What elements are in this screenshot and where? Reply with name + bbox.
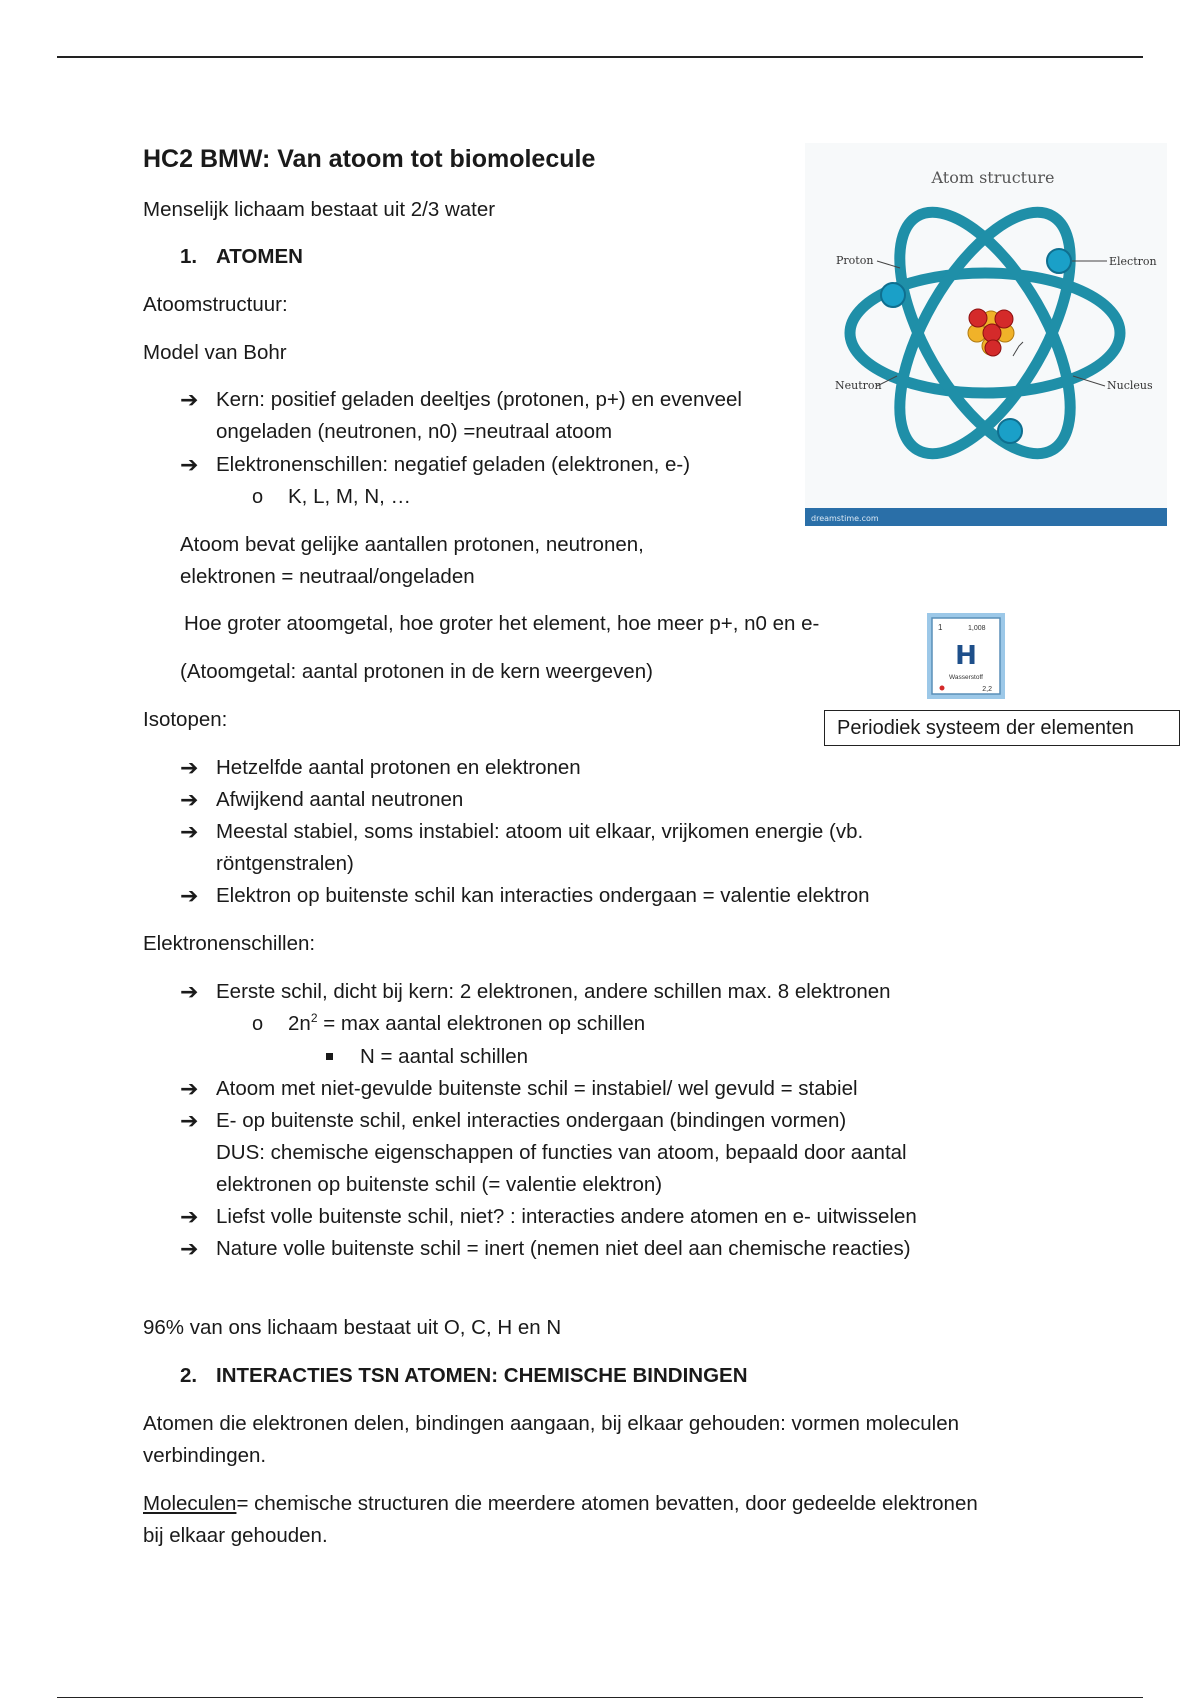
sub-bullet: o — [252, 1013, 264, 1035]
gelijk-line2: elektronen = neutraal/ongeladen — [180, 565, 475, 588]
page-title: HC2 BMW: Van atoom tot biomolecule — [143, 145, 596, 173]
kern-line2: ongeladen (neutronen, n0) =neutraal atoom — [216, 420, 613, 443]
label-nucleus: Nucleus — [1107, 379, 1153, 392]
isotopen-item: Hetzelfde aantal protonen en elektronen — [216, 756, 581, 779]
isotopen-label: Isotopen: — [143, 708, 228, 731]
schillen-item-cont: elektronen op buitenste schil (= valentie elektron) — [216, 1173, 663, 1196]
moleculen-term: Moleculen — [143, 1492, 237, 1515]
arrow-bullet-icon: ➔ — [180, 452, 199, 477]
isotopen-item: Elektron op buitenste schil kan interacties ondergaan = valentie elektron — [216, 884, 870, 907]
shells-text: K, L, M, N, … — [288, 485, 412, 508]
atomen-line1: Atomen die elektronen delen, bindingen aangaan, bij elkaar gehouden: vormen moleculen — [143, 1412, 960, 1435]
figure-caption: Periodiek systeem der elementen — [824, 710, 1180, 746]
electron-particle — [998, 419, 1022, 443]
arrow-bullet-icon: ➔ — [180, 787, 199, 812]
hydrogen-element-tile — [926, 612, 1006, 700]
header-rule — [57, 56, 1143, 58]
isotopen-item: Meestal stabiel, soms instabiel: atoom uit elkaar, vrijkomen energie (vb. — [216, 820, 864, 843]
schillen-text: Elektronenschillen: negatief geladen (elektronen, e-) — [216, 453, 691, 476]
moleculen-line2: bij elkaar gehouden. — [143, 1524, 328, 1547]
electronegativity: 2,2 — [982, 686, 992, 693]
figure-watermark: dreamstime.com — [811, 514, 879, 523]
arrow-bullet-icon: ➔ — [180, 1236, 199, 1261]
atomen-line2: verbindingen. — [143, 1444, 267, 1467]
schillen-item: Liefst volle buitenste schil, niet? : interacties andere atomen en e- uitwisselen — [216, 1205, 917, 1228]
label-neutron: Neutron — [835, 379, 882, 392]
formula-2n2: $2n^2 = \max$ aantal elektronen op schillen — [288, 1011, 646, 1035]
atoomstructuur-label: Atoomstructuur: — [143, 293, 288, 316]
arrow-bullet-icon: ➔ — [180, 1076, 199, 1101]
section1-number: 1. — [180, 245, 198, 268]
section2-heading: INTERACTIES TSN ATOMEN: CHEMISCHE BINDINGEN — [216, 1364, 748, 1387]
atoomgetal-definition: (Atoomgetal: aantal protonen in de kern weergeven) — [180, 660, 653, 683]
moleculen-line1: Moleculen= chemische structuren die meerdere atomen bevatten, door gedeelde elektronen — [143, 1492, 978, 1515]
model-bohr-label: Model van Bohr — [143, 341, 287, 364]
proton-particle — [983, 324, 1001, 342]
atom-title: Atom structure — [931, 168, 1055, 187]
section1-heading: ATOMEN — [216, 245, 303, 268]
footer-rule — [57, 1697, 1143, 1698]
isotopen-item-cont: röntgenstralen) — [216, 852, 354, 875]
element-tile-graphic — [926, 612, 1006, 700]
atom-structure-figure — [805, 143, 1167, 526]
arrow-bullet-icon: ➔ — [180, 387, 199, 412]
state-dot-icon — [940, 686, 945, 691]
arrow-bullet-icon: ➔ — [180, 819, 199, 844]
isotopen-item: Afwijkend aantal neutronen — [216, 788, 464, 811]
gelijk-line1: Atoom bevat gelijke aantallen protonen, neutronen, — [180, 533, 644, 556]
atom-diagram — [805, 143, 1167, 526]
atoomgetal-text: Hoe groter atoomgetal, hoe groter het element, hoe meer p+, n0 en e- — [184, 612, 820, 635]
label-electron: Electron — [1109, 255, 1157, 268]
arrow-bullet-icon: ➔ — [180, 1108, 199, 1133]
arrow-bullet-icon: ➔ — [180, 755, 199, 780]
schillen-item: Eerste schil, dicht bij kern: 2 elektronen, andere schillen max. 8 elektronen — [216, 980, 891, 1003]
elektronenschillen-label: Elektronenschillen: — [143, 932, 316, 955]
proton-particle — [985, 340, 1001, 356]
atomic-number: 1 — [938, 623, 943, 632]
schillen-item-cont: DUS: chemische eigenschappen of functies van atoom, bepaald door aantal — [216, 1141, 907, 1164]
electron-particle — [881, 283, 905, 307]
label-proton: Proton — [836, 254, 874, 267]
kern-line1: Kern: positief geladen deeltjes (protonen, p+) en evenveel — [216, 388, 742, 411]
schillen-item: E- op buitenste schil, enkel interacties ondergaan (bindingen vormen) — [216, 1109, 847, 1132]
schillen-item: Nature volle buitenste schil = inert (nemen niet deel aan chemische reacties) — [216, 1237, 911, 1260]
square-bullet-icon — [326, 1053, 333, 1060]
arrow-bullet-icon: ➔ — [180, 979, 199, 1004]
arrow-bullet-icon: ➔ — [180, 883, 199, 908]
element-name: Wasserstoff — [949, 674, 983, 681]
atomic-mass: 1,008 — [968, 625, 986, 632]
nucleus — [968, 309, 1014, 356]
intro-text: Menselijk lichaam bestaat uit 2/3 water — [143, 198, 496, 221]
arrow-bullet-icon: ➔ — [180, 1204, 199, 1229]
proton-particle — [995, 310, 1013, 328]
schillen-item: Atoom met niet-gevulde buitenste schil = instabiel/ wel gevuld = stabiel — [216, 1077, 858, 1100]
section2-number: 2. — [180, 1364, 198, 1387]
lichaam-text: 96% van ons lichaam bestaat uit O, C, H en N — [143, 1316, 562, 1339]
electron-particle — [1047, 249, 1071, 273]
schillen-subitem: N = aantal schillen — [360, 1045, 529, 1068]
element-symbol: H — [955, 641, 977, 671]
proton-particle — [969, 309, 987, 327]
sub-bullet: o — [252, 486, 264, 508]
